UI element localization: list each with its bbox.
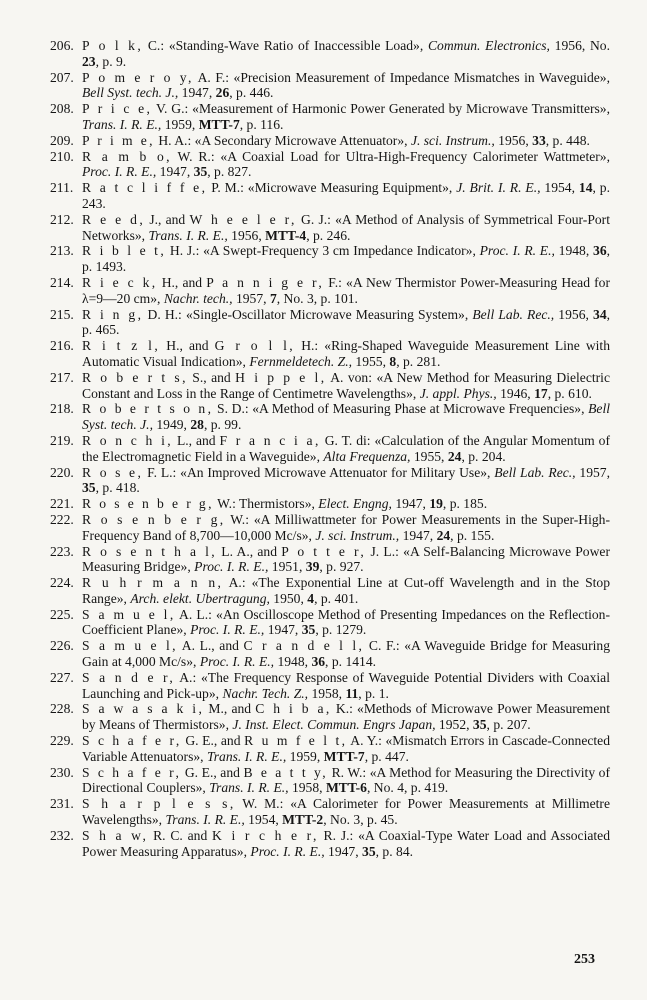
reference-author: R i t z l,: [82, 338, 161, 354]
reference-journal: Bell Syst. tech. J.,: [82, 401, 611, 433]
reference-text: , p. 246.: [306, 227, 351, 243]
reference-text: , No. 3, p. 101.: [276, 290, 358, 306]
reference-number: 211.: [50, 180, 74, 196]
reference-text: W.: Thermistors»,: [213, 496, 319, 512]
reference-text: , p. 827.: [207, 164, 252, 180]
reference-author: R o n c h i,: [82, 432, 174, 448]
reference-entry: [50, 575, 610, 607]
reference-author: S c h a f e r,: [82, 764, 182, 780]
reference-entry: [50, 765, 610, 797]
reference-volume: MTT-4: [265, 227, 307, 243]
reference-volume: 28: [190, 417, 204, 433]
reference-author: K i r c h e r,: [212, 827, 319, 843]
reference-number: 220.: [50, 464, 74, 480]
reference-entry: [50, 638, 610, 670]
reference-text: , p. 927.: [319, 559, 364, 575]
reference-number: 219.: [50, 432, 74, 448]
reference-journal: J. Brit. I. R. E.,: [456, 180, 541, 196]
reference-journal: Trans. I. R. E.,: [148, 227, 228, 243]
reference-entry: [50, 338, 610, 370]
reference-volume: 34: [593, 306, 607, 322]
reference-number: 215.: [50, 306, 74, 322]
reference-entry: [50, 70, 610, 102]
reference-number: 221.: [50, 496, 74, 512]
reference-volume: 4: [307, 590, 315, 606]
reference-entry: [50, 796, 610, 828]
reference-author: R o s e n b e r g,: [82, 511, 226, 527]
reference-number: 218.: [50, 401, 74, 417]
reference-author: R i e c k,: [82, 274, 158, 290]
reference-author: P r i m e,: [82, 132, 155, 148]
reference-entry: [50, 433, 610, 465]
reference-text: , p. 1.: [358, 685, 389, 701]
reference-entry: [50, 544, 610, 576]
reference-author: S a w a s a k i,: [82, 701, 205, 717]
reference-journal: Proc. I. R. E.,: [190, 622, 265, 638]
page-number: 253: [574, 952, 595, 967]
reference-journal: Proc. I. R. E.,: [82, 164, 157, 180]
reference-number: 232.: [50, 827, 74, 843]
reference-text: A. L., and: [177, 638, 244, 654]
reference-journal: Trans. I. R. E.,: [82, 116, 162, 132]
reference-text: W.: «A Milliwattmeter for Power Measurements in the Super-High-Frequency Band of 8,700—10,000 Mc/s»,: [82, 511, 610, 543]
reference-entry: [50, 670, 610, 702]
reference-text: G. J.: «A Method of Analysis of Symmetrical Four-Port Networks»,: [82, 211, 610, 243]
reference-author: C r a n d e l l,: [243, 638, 365, 654]
reference-number: 206.: [50, 38, 74, 53]
reference-journal: Trans. I. R. E.,: [209, 780, 289, 796]
reference-text: , p. 465.: [82, 306, 611, 338]
reference-text: H. A.: «A Secondary Microwave Attenuator»,: [154, 132, 411, 148]
reference-journal: Proc. I. R. E.,: [479, 243, 555, 259]
reference-text: , p. 1493.: [82, 243, 611, 275]
reference-journal: J. sci. Instrum.,: [315, 527, 400, 543]
reference-entry: [50, 733, 610, 765]
reference-number: 222.: [50, 511, 74, 527]
reference-text: L. A., and: [217, 543, 282, 559]
reference-number: 230.: [50, 764, 74, 780]
reference-volume: 17: [534, 385, 548, 401]
reference-text: , p. 610.: [547, 385, 592, 401]
reference-text: 1947,: [178, 85, 216, 101]
reference-author: R o s e n t h a l,: [82, 543, 218, 559]
reference-text: H., and: [157, 274, 207, 290]
reference-journal: Trans. I. R. E.,: [165, 812, 245, 828]
reference-journal: Fernmeldetech. Z.,: [249, 353, 353, 369]
reference-text: 1956,: [554, 306, 594, 322]
reference-author: R u m f e l t,: [244, 733, 348, 749]
reference-number: 216.: [50, 338, 74, 354]
reference-text: S. D.: «A Method of Measuring Phase at Microwave Frequencies»,: [213, 401, 589, 417]
reference-text: R. J.: «A Coaxial-Type Water Load and Associated Power Measuring Apparatus»,: [82, 827, 611, 859]
reference-text: G. T. di: «Calculation of the Angular Momentum of the Electromagnetic Field in a Waveguide»,: [82, 432, 610, 464]
reference-text: , p. 1414.: [325, 654, 377, 670]
reference-text: , p. 9.: [95, 53, 127, 69]
reference-volume: 35: [472, 717, 487, 733]
reference-author: R o s e n b e r g,: [82, 496, 214, 512]
reference-text: , p. 185.: [442, 496, 488, 512]
reference-text: 1950,: [269, 590, 308, 606]
reference-entry: [50, 101, 610, 133]
reference-author: F r a n c i a,: [219, 432, 321, 448]
reference-journal: Proc. I. R. E.,: [199, 654, 275, 670]
reference-text: 1958,: [308, 685, 346, 701]
reference-text: , p. 207.: [486, 717, 531, 733]
reference-author: R a m b o,: [82, 148, 172, 164]
reference-volume: 19: [429, 496, 443, 512]
reference-text: 1952,: [435, 717, 473, 733]
reference-entry: [50, 370, 610, 402]
reference-number: 214.: [50, 274, 74, 290]
reference-author: R i b l e t,: [82, 243, 167, 259]
reference-journal: Proc. I. R. E.,: [194, 559, 269, 575]
reference-author: W h e e l e r,: [189, 211, 297, 227]
reference-author: S c h a f e r,: [82, 733, 182, 749]
reference-volume: 35: [362, 843, 376, 859]
reference-journal: Nachr. tech.,: [163, 290, 233, 306]
reference-number: 207.: [50, 69, 74, 85]
reference-text: 1959,: [161, 116, 199, 132]
reference-journal: Bell Lab. Rec.,: [494, 464, 576, 480]
reference-text: A. von: «A New Method for Measuring Dielectric Constant and Loss in the Range of Centimetre Wavelengths»,: [82, 369, 610, 401]
reference-journal: Commun. Electronics,: [427, 38, 550, 53]
reference-author: R o b e r t s,: [82, 369, 188, 385]
reference-text: S., and: [187, 369, 236, 385]
reference-volume: 35: [193, 164, 208, 180]
reference-author: R i n g,: [82, 306, 144, 322]
reference-number: 209.: [50, 132, 74, 148]
reference-text: , p. 418.: [95, 480, 140, 496]
reference-volume: 24: [447, 448, 462, 464]
reference-volume: 23: [82, 53, 96, 69]
reference-text: A. L.: «An Oscilloscope Method of Presenting Impedances on the Reflection-Coefficient Plane»,: [82, 606, 611, 638]
reference-text: G. E., and: [181, 733, 245, 749]
reference-list: [50, 38, 610, 859]
reference-text: , p. 401.: [314, 590, 359, 606]
reference-entry: [50, 243, 610, 275]
reference-text: W. R.: «A Coaxial Load for Ultra-High-Frequency Calorimeter Wattmeter»,: [171, 148, 610, 164]
reference-journal: Arch. elekt. Ubertragung,: [130, 590, 270, 606]
reference-volume: 8: [389, 353, 397, 369]
reference-text: 1946,: [496, 385, 535, 401]
reference-text: F.: «A New Thermistor Power-Measuring Head for λ=9—20 cm»,: [82, 274, 610, 306]
reference-text: 1947,: [156, 164, 194, 180]
reference-number: 228.: [50, 701, 74, 717]
reference-number: 223.: [50, 543, 74, 559]
reference-journal: Elect. Engng,: [318, 496, 392, 512]
reference-author: P a n n i g e r,: [206, 274, 325, 290]
reference-number: 217.: [50, 369, 74, 385]
reference-volume: 39: [305, 559, 320, 575]
reference-journal: J. appl. Phys.,: [419, 385, 497, 401]
reference-text: 1947,: [391, 496, 430, 512]
reference-text: 1959,: [286, 748, 324, 764]
reference-text: 1957,: [232, 290, 270, 306]
reference-volume: 36: [311, 654, 326, 670]
reference-author: S h a r p l e s s,: [82, 796, 236, 812]
reference-author: R e e d,: [82, 211, 146, 227]
reference-number: 212.: [50, 211, 74, 227]
reference-text: A.: «The Frequency Response of Waveguide Potential Dividers with Coaxial Launching and Pick-up»,: [82, 669, 610, 701]
reference-text: , p. 84.: [375, 843, 414, 859]
reference-text: K.: «Methods of Microwave Power Measurement by Means of Thermistors»,: [82, 701, 610, 733]
reference-text: W. M.: «A Calorimeter for Power Measurements at Millimetre Wavelengths»,: [82, 796, 610, 828]
reference-text: 1947,: [264, 622, 302, 638]
reference-text: V. G.: «Measurement of Harmonic Power Generated by Microwave Transmitters»,: [152, 101, 610, 117]
reference-text: H.: «Ring-Shaped Waveguide Measurement Line with Automatic Visual Indication»,: [82, 338, 611, 369]
reference-text: A. F.: «Precision Measurement of Impedance Mismatches in Waveguide»,: [193, 69, 610, 85]
reference-text: C. F.: «A Waveguide Bridge for Measuring Gain at 4,000 Mc/s»,: [82, 638, 610, 670]
reference-author: P r i c e,: [82, 101, 153, 117]
reference-text: , p. 446.: [229, 85, 274, 101]
reference-entry: [50, 512, 610, 544]
reference-author: P o t t e r,: [281, 543, 367, 559]
reference-text: 1954,: [244, 812, 283, 828]
reference-text: 1956, No.: [549, 38, 610, 53]
reference-text: , p. 99.: [203, 417, 242, 433]
reference-volume: 35: [301, 622, 316, 638]
reference-text: 1954,: [540, 180, 579, 196]
reference-text: , p. 204.: [461, 448, 506, 464]
reference-journal: J. Inst. Elect. Commun. Engrs Japan,: [232, 717, 436, 733]
reference-volume: 11: [345, 685, 359, 701]
reference-journal: Trans. I. R. E.,: [206, 748, 287, 764]
reference-entry: [50, 607, 610, 639]
reference-journal: Alta Frequenza,: [323, 448, 411, 464]
reference-entry: [50, 275, 610, 307]
reference-text: 1956,: [227, 227, 266, 243]
reference-entry: [50, 38, 610, 70]
reference-entry: [50, 212, 610, 244]
reference-number: 224.: [50, 575, 74, 591]
reference-text: F. L.: «An Improved Microwave Attenuator for Military Use»,: [143, 464, 495, 480]
reference-volume: 33: [532, 132, 546, 148]
reference-text: P. M.: «Microwave Measuring Equipment»,: [207, 180, 457, 196]
reference-text: , p. 243.: [82, 180, 610, 211]
reference-text: L., and: [173, 432, 220, 448]
reference-text: G. E., and: [181, 764, 244, 780]
reference-text: C.: «Standing-Wave Ratio of Inaccessible Load»,: [143, 38, 428, 53]
reference-text: 1949,: [152, 417, 191, 433]
reference-entry: [50, 133, 610, 149]
reference-author: P o m e r o y,: [82, 69, 194, 85]
reference-text: H., and: [160, 338, 215, 354]
reference-volume: 36: [593, 243, 607, 259]
reference-number: 213.: [50, 243, 74, 259]
reference-entry: [50, 307, 610, 339]
reference-text: 1955,: [352, 353, 390, 369]
reference-volume: 7: [269, 290, 277, 306]
reference-text: 1955,: [410, 448, 448, 464]
reference-author: S h a w,: [82, 827, 149, 843]
reference-text: J. L.: «A Self-Balancing Microwave Power Measuring Bridge»,: [82, 543, 610, 575]
reference-volume: MTT-2: [282, 812, 324, 828]
reference-text: R. W.: «A Method for Measuring the Directivity of Directional Couplers»,: [82, 764, 610, 796]
reference-text: M., and: [204, 701, 256, 717]
reference-author: H i p p e l,: [235, 369, 327, 385]
reference-text: H. J.: «A Swept-Frequency 3 cm Impedance Indicator»,: [166, 243, 480, 259]
reference-text: , p. 448.: [545, 132, 590, 148]
reference-text: A. Y.: «Mismatch Errors in Cascade-Connected Variable Attenuators»,: [82, 733, 611, 764]
reference-entry: [50, 401, 610, 433]
reference-number: 210.: [50, 148, 74, 164]
reference-author: S a n d e r,: [82, 669, 176, 685]
reference-volume: MTT-6: [325, 780, 367, 796]
reference-author: G r o l l,: [214, 338, 296, 354]
reference-volume: MTT-7: [323, 748, 365, 764]
reference-author: R o s e,: [82, 464, 144, 480]
reference-journal: Bell Lab. Rec.,: [472, 306, 555, 322]
reference-text: , p. 447.: [364, 748, 409, 764]
reference-journal: Bell Syst. tech. J.,: [82, 85, 179, 101]
reference-text: , p. 155.: [450, 527, 495, 543]
reference-text: J., and: [145, 211, 190, 227]
reference-text: , p. 116.: [239, 116, 284, 132]
reference-text: 1947,: [324, 843, 363, 859]
reference-text: A.: «The Exponential Line at Cut-off Wavelength and in the Stop Range»,: [82, 575, 611, 606]
reference-entry: [50, 701, 610, 733]
reference-volume: 14: [578, 180, 593, 196]
reference-journal: Proc. I. R. E.,: [250, 843, 325, 859]
reference-author: R o b e r t s o n,: [82, 401, 214, 417]
reference-author: C h i b a,: [255, 701, 332, 717]
reference-entry: [50, 828, 610, 860]
reference-number: 231.: [50, 796, 74, 812]
reference-volume: 26: [215, 85, 230, 101]
reference-author: R u h r m a n n,: [82, 575, 224, 591]
reference-entry: [50, 496, 610, 512]
reference-number: 225.: [50, 606, 74, 622]
reference-volume: 24: [436, 527, 451, 543]
reference-text: R. C. and: [148, 827, 213, 843]
reference-text: D. H.: «Single-Oscillator Microwave Measuring System»,: [143, 306, 473, 322]
reference-volume: MTT-7: [198, 116, 240, 132]
reference-author: B e a t t y,: [243, 764, 329, 780]
reference-text: 1948,: [554, 243, 594, 259]
reference-volume: 35: [82, 480, 96, 496]
reference-entry: [50, 180, 610, 212]
reference-text: , No. 4, p. 419.: [366, 780, 449, 796]
reference-text: , No. 3, p. 45.: [323, 812, 398, 828]
reference-author: P o l k,: [82, 38, 144, 53]
reference-number: 208.: [50, 101, 74, 117]
reference-entry: [50, 149, 610, 181]
reference-text: 1951,: [268, 559, 306, 575]
reference-text: 1947,: [399, 527, 437, 543]
reference-number: 227.: [50, 669, 74, 685]
reference-author: R a t c l i f f e,: [82, 180, 208, 196]
reference-text: , p. 281.: [396, 353, 441, 369]
reference-number: 226.: [50, 638, 74, 654]
reference-text: , p. 1279.: [315, 622, 367, 638]
reference-journal: J. sci. Instrum.,: [410, 132, 495, 148]
reference-text: 1958,: [288, 780, 326, 796]
reference-entry: [50, 465, 610, 497]
reference-author: S a m u e l,: [82, 638, 178, 654]
reference-author: S a m u e l,: [82, 606, 176, 622]
reference-text: 1948,: [274, 654, 312, 670]
reference-text: 1957,: [575, 464, 610, 480]
reference-text: 1956,: [494, 132, 533, 148]
reference-journal: Nachr. Tech. Z.,: [222, 685, 309, 701]
reference-number: 229.: [50, 733, 74, 749]
